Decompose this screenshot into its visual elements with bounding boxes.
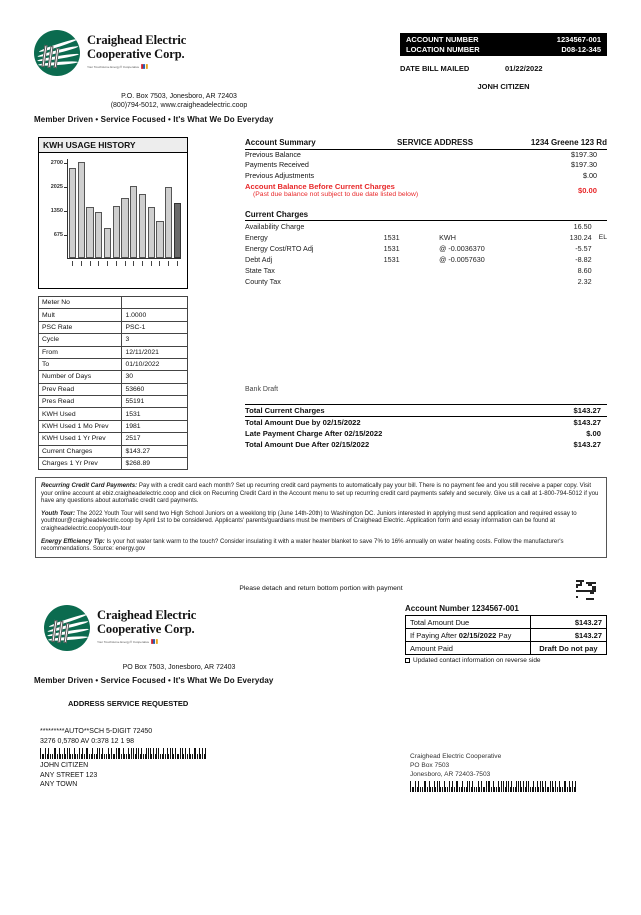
chart-x-tick [139, 261, 146, 266]
endorsement-line-1: *********AUTO**SCH 5-DIGIT 72450 [40, 728, 153, 735]
meter-table-row [39, 457, 188, 469]
charge-rate [439, 221, 526, 232]
meter-row-value: $143.27 [122, 445, 188, 457]
charge-suffix [592, 254, 607, 265]
date-bill-mailed-label: DATE BILL MAILED [400, 64, 470, 73]
summary-row-amount: $197.30 [571, 160, 597, 169]
total-row-label: Late Payment Charge After 02/15/2022 [245, 429, 383, 438]
charge-suffix [592, 265, 607, 276]
meter-row-value: $268.89 [122, 457, 188, 469]
charge-amount: -5.57 [575, 244, 592, 253]
meter-table-row [39, 445, 188, 457]
chart-x-tick [95, 261, 102, 266]
date-bill-mailed-value: 01/22/2022 [505, 64, 543, 73]
account-summary-row [245, 160, 607, 171]
chart-bar [148, 207, 155, 258]
charge-suffix [592, 243, 607, 254]
stub-touchstone-tagline-text: Your Touchstone Energy® Cooperative [97, 639, 150, 644]
account-number-label: ACCOUNT NUMBER [406, 35, 479, 44]
touchstone-energy-icon-stub [151, 639, 158, 644]
meter-row-value: 12/11/2021 [122, 346, 188, 358]
account-balance-amount: $0.00 [577, 185, 597, 195]
checkbox-icon[interactable] [405, 658, 410, 663]
stub-payment-block [405, 604, 607, 664]
notice-heading: Recurring Credit Card Payments: [41, 482, 138, 489]
company-address-line1: P.O. Box 7503, Jonesboro, AR 72403 [121, 93, 237, 100]
updated-contact-checkbox-row[interactable] [405, 657, 607, 664]
kwh-usage-history-chart [38, 137, 188, 289]
stub-company-address: PO Box 7503, Jonesboro, AR 72403 [122, 664, 236, 671]
stub-company-motto: Member Driven • Service Focused • It's What We Do Everyday [34, 676, 274, 685]
total-row [245, 417, 607, 428]
meter-row-label: Meter No [39, 297, 122, 309]
chart-bar [139, 194, 146, 258]
chart-x-tick [69, 261, 76, 266]
chart-bar [165, 187, 172, 258]
recipient-address-line: ANY STREET 123 [40, 771, 98, 779]
meter-row-value: 01/10/2022 [122, 358, 188, 370]
account-balance-subtext: (Past due balance not subject to due date listed below) [253, 191, 419, 198]
location-number-value: D08-12-345 [561, 44, 601, 54]
meter-row-value: 1981 [122, 420, 188, 432]
total-row-label: Total Current Charges [245, 406, 325, 415]
meter-row-value: 1.0000 [122, 309, 188, 321]
service-address-label: SERVICE ADDRESS [397, 138, 474, 147]
touchstone-tagline [87, 64, 181, 69]
current-charge-row [245, 232, 607, 243]
summary-row-label: Payments Received [245, 160, 309, 169]
return-address-line: Craighead Electric Cooperative [410, 753, 502, 760]
charge-description: Debt Adj [245, 255, 273, 264]
charge-amount: 130.24 [569, 233, 592, 242]
total-row-amount: $143.27 [573, 440, 601, 449]
current-charge-row [245, 243, 607, 254]
total-row-amount: $.00 [586, 429, 601, 438]
charge-description: Energy Cost/RTO Adj [245, 244, 314, 253]
total-row [245, 428, 607, 439]
meter-table-row [39, 358, 188, 370]
chart-y-tick-label: 1350 [50, 207, 63, 214]
return-postal-barcode [410, 781, 610, 792]
notice-paragraph [41, 510, 601, 533]
account-balance-label: Account Balance Before Current Charges [245, 182, 395, 191]
summary-row-amount: $197.30 [571, 149, 597, 159]
chart-x-axis-line [67, 258, 181, 259]
account-summary-row [245, 171, 607, 182]
notice-paragraph [41, 538, 601, 553]
stub-account-number: Account Number 1234567-001 [405, 604, 519, 613]
summary-row-label: Previous Adjustments [245, 170, 315, 180]
charge-quantity: 1531 [383, 244, 400, 253]
location-number-label: LOCATION NUMBER [406, 44, 480, 54]
notice-body: The 2022 Youth Tour will send two High School Juniors on a weeklong trip (June 14th-20th) to Washington DC. Juniors interested in applying must send application and required essay to youthtour@craigheadelectric.coop by April 1st to be considered. Applicants' parents/guardians must be members of Craighead Electric. Application form and essay information can be found at craigheadelectric.coop/youth-tour [41, 509, 577, 532]
chart-x-axis-ticks [69, 261, 181, 266]
stub-amount-table [405, 615, 607, 655]
chart-bar [104, 228, 111, 258]
charge-quantity [384, 221, 439, 232]
stub-row-value: Draft Do not pay [530, 642, 606, 655]
chart-x-tick [86, 261, 93, 266]
charge-quantity: 1531 [383, 255, 400, 264]
charge-rate [439, 265, 526, 276]
customer-name: JONH CITIZEN [477, 82, 530, 91]
meter-table-row [39, 408, 188, 420]
return-address-line: PO Box 7503 [410, 762, 450, 769]
return-address-block [410, 752, 610, 794]
craighead-logo-icon-stub [44, 605, 90, 651]
charge-suffix: EL [598, 234, 607, 241]
chart-bar [121, 198, 128, 258]
charge-description: Availability Charge [245, 222, 305, 231]
chart-x-tick [104, 261, 111, 266]
endorsement-line-2: 3276 0,5780 AV 0:378 12 1 98 [40, 737, 135, 745]
chart-bar [86, 207, 93, 258]
charge-rate: KWH [439, 233, 456, 242]
charge-amount: 8.60 [577, 266, 592, 275]
account-summary-row [245, 150, 607, 161]
stub-row-label: If Paying After 02/15/2022 Pay [406, 629, 531, 642]
stub-row-value: $143.27 [530, 616, 606, 629]
charge-quantity [384, 276, 439, 287]
charge-rate [439, 276, 526, 287]
account-summary-title: Account Summary [245, 138, 316, 147]
meter-row-label: Pres Read [39, 396, 122, 408]
recipient-address-line: ANY TOWN [40, 781, 78, 788]
detach-instruction: Please detach and return bottom portion with payment [239, 585, 403, 592]
charge-quantity [384, 265, 439, 276]
charge-suffix [592, 221, 607, 232]
charge-amount: 2.32 [577, 277, 592, 286]
chart-y-axis-line [67, 159, 68, 259]
meter-table-row [39, 396, 188, 408]
current-charges-section [245, 209, 607, 287]
charge-rate: @ -0.0057630 [439, 255, 485, 264]
chart-x-tick [148, 261, 155, 266]
account-number-row [406, 35, 601, 45]
chart-bar [69, 168, 76, 258]
meter-table-row [39, 346, 188, 358]
chart-x-tick [174, 261, 181, 266]
chart-y-tick-label: 2700 [50, 159, 63, 166]
meter-row-label: Number of Days [39, 371, 122, 383]
meter-row-value: 2517 [122, 433, 188, 445]
meter-table [38, 296, 188, 470]
account-number-value: 1234567-001 [556, 35, 601, 44]
stub-table-row [406, 629, 607, 642]
touchstone-tagline-text: Your Touchstone Energy® Cooperative [87, 64, 140, 69]
meter-row-value: 1531 [122, 408, 188, 420]
chart-y-tick-label: 675 [53, 231, 63, 238]
charge-suffix [592, 276, 607, 287]
meter-row-label: From [39, 346, 122, 358]
company-name-line2: Cooperative Corp. [87, 46, 185, 61]
meter-row-label: Charges 1 Yr Prev [39, 457, 122, 469]
charge-amount: 16.50 [573, 222, 592, 231]
account-summary-section [245, 138, 607, 198]
chart-bar-series [69, 159, 181, 258]
stub-row-label: Total Amount Due [406, 616, 531, 629]
notices-box [35, 477, 607, 558]
service-address-value: 1234 Greene 123 Rd [530, 138, 607, 147]
meter-row-value [122, 297, 188, 309]
stub-touchstone-tagline [97, 639, 191, 644]
touchstone-energy-icon [141, 64, 148, 69]
meter-row-label: KWH Used [39, 408, 122, 420]
current-charges-title: Current Charges [245, 210, 607, 221]
account-header [400, 33, 607, 91]
totals-section [245, 404, 607, 450]
stub-table-row [406, 616, 607, 629]
current-charge-row [245, 254, 607, 265]
summary-row-label: Previous Balance [245, 149, 301, 159]
datamatrix-code-icon [576, 580, 596, 600]
chart-bar [78, 162, 85, 258]
stub-row-value: $143.27 [530, 629, 606, 642]
recipient-address-line: JOHN CITIZEN [40, 762, 89, 769]
company-motto: Member Driven • Service Focused • It's What We Do Everyday [34, 115, 274, 124]
chart-x-tick [156, 261, 163, 266]
charge-description: Energy [245, 233, 268, 242]
notice-paragraph [41, 482, 601, 505]
meter-row-label: KWH Used 1 Mo Prev [39, 420, 122, 432]
meter-table-row [39, 321, 188, 333]
company-address-block [34, 92, 324, 110]
meter-table-row [39, 383, 188, 395]
meter-row-label: Prev Read [39, 383, 122, 395]
chart-bars-region [67, 159, 181, 259]
mailing-address-block [40, 727, 320, 790]
current-charge-row [245, 221, 607, 232]
meter-row-value: 30 [122, 371, 188, 383]
total-row-amount: $143.27 [573, 418, 601, 427]
postal-barcode [40, 748, 320, 759]
chart-y-tick-label: 2025 [50, 183, 63, 190]
current-charges-rows [245, 221, 607, 287]
chart-bar [95, 212, 102, 258]
meter-detail-table [38, 296, 188, 470]
meter-row-label: Cycle [39, 334, 122, 346]
meter-table-row [39, 334, 188, 346]
meter-row-label: To [39, 358, 122, 370]
chart-bar [174, 203, 181, 258]
meter-table-row [39, 420, 188, 432]
meter-row-value: 55191 [122, 396, 188, 408]
date-bill-mailed-row [400, 64, 607, 73]
notice-heading: Energy Efficiency Tip: [41, 537, 105, 545]
chart-title: KWH USAGE HISTORY [39, 138, 187, 153]
craighead-logo-icon [34, 30, 80, 76]
company-logo-block [34, 30, 264, 76]
notice-body: Pay with a credit card each month? Set up recurring credit card payments to automatically pay your bill. There is no payment fee and you still receive a paper copy. Visit your online account at ebiz.craigheadelectric.coop and click on Recurring Credit Card in the Account menu to set up recurring credit card payments safely and securely. Give us a call at 1-800-794-5012 if you have any questions about automatic credit card payments. [41, 482, 599, 505]
charge-quantity: 1531 [383, 233, 400, 242]
total-row [245, 404, 607, 417]
summary-row-amount: $.00 [582, 170, 597, 180]
stub-company-name-line2: Cooperative Corp. [97, 621, 195, 636]
recipient-address [40, 761, 320, 790]
meter-table-row [39, 371, 188, 383]
total-row-label: Total Amount Due by 02/15/2022 [245, 418, 361, 427]
account-summary-header [245, 138, 607, 150]
chart-bar [156, 221, 163, 258]
chart-x-tick [130, 261, 137, 266]
stub-table-row [406, 642, 607, 655]
notice-body: Is your hot water tank warm to the touch? Consider insulating it with a water heater blanket to save 7% to 16% annually on water heating costs. Follow the manufacturer's recommendations. Source: energy.gov [41, 537, 564, 553]
chart-x-tick [165, 261, 172, 266]
total-row-amount: $143.27 [573, 406, 601, 415]
charge-description: State Tax [245, 266, 275, 275]
stub-logo-block [44, 605, 274, 651]
meter-row-value: 53660 [122, 383, 188, 395]
charge-amount: -8.82 [575, 255, 592, 264]
account-number-box [400, 33, 607, 56]
account-balance-row [245, 182, 607, 198]
meter-row-label: PSC Rate [39, 321, 122, 333]
company-name-line1: Craighead Electric [87, 33, 187, 47]
total-row-label: Total Amount Due After 02/15/2022 [245, 440, 370, 449]
meter-row-label: Current Charges [39, 445, 122, 457]
meter-row-label: KWH Used 1 Yr Prev [39, 433, 122, 445]
stub-row-label: Amount Paid [406, 642, 531, 655]
address-service-requested: ADDRESS SERVICE REQUESTED [68, 699, 189, 708]
charge-rate: @ -0.0036370 [439, 244, 485, 253]
current-charge-row [245, 276, 607, 287]
chart-x-tick [113, 261, 120, 266]
current-charge-row [245, 265, 607, 276]
meter-table-row [39, 309, 188, 321]
location-number-row [406, 45, 601, 55]
chart-bar [113, 206, 120, 259]
meter-table-row [39, 433, 188, 445]
chart-x-tick [78, 261, 85, 266]
notice-heading: Youth Tour: [41, 509, 76, 517]
charge-description: County Tax [245, 277, 281, 286]
bank-draft-label: Bank Draft [245, 386, 279, 393]
account-summary-rows [245, 150, 607, 182]
chart-plot-area [39, 153, 187, 281]
meter-row-label: Mult [39, 309, 122, 321]
return-address-line: Jonesboro, AR 72403-7503 [410, 771, 491, 778]
updated-contact-label: Updated contact information on reverse side [413, 657, 541, 664]
total-row [245, 439, 607, 450]
company-address-line2: (800)794-5012, www.craigheadelectric.coop [110, 102, 248, 109]
meter-row-value: 3 [122, 334, 188, 346]
chart-x-tick [121, 261, 128, 266]
chart-bar [130, 186, 137, 258]
meter-table-row [39, 297, 188, 309]
meter-row-value: PSC-1 [122, 321, 188, 333]
stub-company-name-line1: Craighead Electric [97, 608, 197, 622]
